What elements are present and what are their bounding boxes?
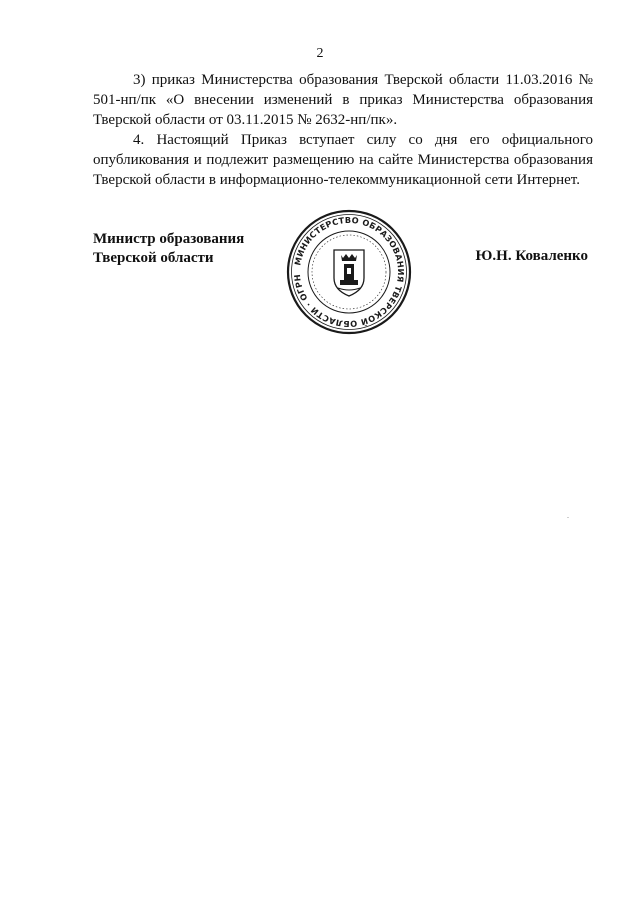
signatory-position-line2: Тверской области [93, 250, 214, 266]
signatory-position [93, 230, 244, 268]
seal-graphic [285, 208, 413, 336]
paragraph-item-4: 4. Настоящий Приказ вступает силу со дня его официального опубликования и подлежит размещению на сайте Министерства образования Тверской области в информационно-телекоммуникационной сети Интернет. [93, 132, 593, 188]
page-number: 2 [316, 46, 324, 61]
signatory-position-line1: Министр образования [93, 231, 245, 247]
official-seal [285, 208, 413, 336]
paragraph-item-3: 3) приказ Министерства образования Тверской области 11.03.2016 № 501-нп/пк «О внесении изменений в приказ Министерства образования Тверской области от 03.11.2015 № 2632-нп/пк». [93, 72, 593, 128]
scan-artifact [567, 517, 569, 518]
coat-of-arms-icon [334, 250, 364, 296]
document-body [93, 70, 593, 190]
seal-outer-text: МИНИСТЕРСТВО ОБРАЗОВАНИЯ ТВЕРСКОЙ ОБЛАСТИ · ОГРН [291, 214, 407, 330]
signatory-name: Ю.Н. Коваленко [475, 248, 588, 264]
